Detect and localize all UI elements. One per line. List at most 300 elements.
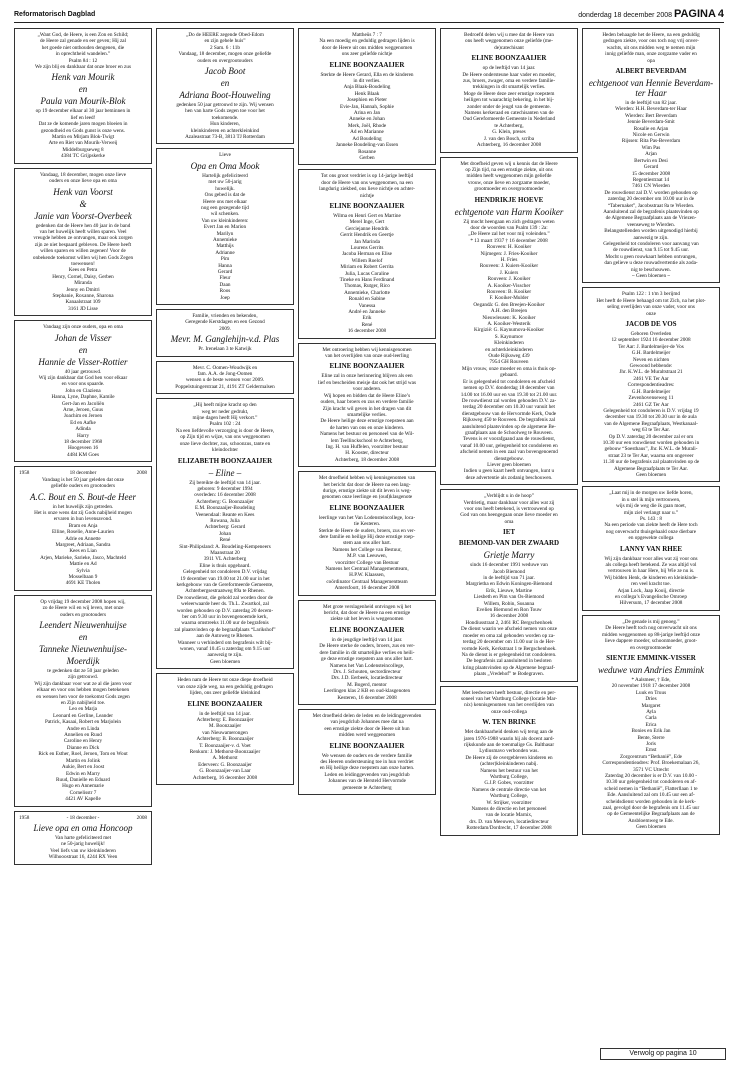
notice-text-line: Janneke Boudeling-van Essen — [335, 142, 399, 149]
header-year-start: 1958 — [19, 814, 30, 821]
notice-text-line: zaal, gevolgd door de begrafenis om 11.45 uur — [602, 805, 700, 812]
notice-col2-1 — [156, 28, 294, 144]
notice-text-line: Met droefheid delen de leden en de leidinggevenden — [312, 712, 422, 719]
notice-text-line: God van ons heengegaan onze lieve moeder en — [460, 512, 558, 519]
notice-text-line: nog een gezegende tijd — [201, 204, 249, 211]
notice-text-line: Achterbergsestraatweg 89a te Rhenen. — [185, 588, 265, 595]
notice-text-line: Op D.V. zaterdag 20 december zal er om — [608, 433, 694, 440]
notice-text-line: sinds 16 december 1991 weduwe van — [470, 562, 548, 569]
notice-col2-6 — [156, 673, 294, 785]
notice-text-line: toekomende. — [211, 114, 239, 121]
notice-text-line: Met droefheid hebben wij kennisgenomen van — [318, 475, 416, 482]
notice-col3-1 — [298, 28, 436, 165]
notice-text-line: Achterberg, 18 december 2008 — [334, 456, 400, 463]
notice-text-line: 2461 GZ Ter Aar — [633, 401, 669, 408]
notice-text-line: Amersfoort, 16 december 2008 — [334, 585, 400, 592]
notice-person-name: ELINE BOONZAAIJER — [329, 201, 405, 210]
notice-person-name: en — [220, 78, 230, 89]
notice-text-line: Hoogeveen 16 — [67, 445, 99, 452]
notice-text-line: „Want God, de Heere, is een Zon en Schild; — [37, 32, 129, 38]
notice-person-name: Henk van Voorst — [53, 186, 113, 197]
notice-text-line: Roos — [219, 288, 231, 295]
notice-text-line: aansluitend plaatsvinden op de algemene Be- — [462, 423, 556, 430]
notice-text-line: Pr. Irenelaan 3 te Katwijk — [198, 346, 252, 353]
notice-text-line: veenseweg te Wierden. — [627, 221, 675, 228]
notice-text-line: van de Algemene Begraafplaats, Westkanaal- — [604, 420, 698, 427]
notice-text-line: 20 november 1918 17 december 2008 — [611, 683, 691, 690]
notice-text-line: A. Methorst — [212, 755, 238, 762]
notice-text-line: op de leeftijd van 14 jaar. — [482, 65, 536, 72]
notice-text-line: in het huwelijk zijn getreden. — [52, 503, 114, 510]
notice-text-line: Jacob Biemond — [492, 568, 526, 575]
notice-text-line: soneel van het Wartburg College (locatie Mar- — [460, 695, 558, 702]
notice-text-line: vrouw, onze lieve en zorgzame moeder, — [467, 179, 551, 186]
notice-text-line: Arjan Lock, Jaap Kooij, directie — [617, 587, 685, 594]
column-4 — [440, 28, 578, 840]
notice-text-line: Rotterdam/Dordrecht, 17 december 2008 — [466, 825, 552, 832]
notice-text-line: op 19 december elkaar al 30 jaar beminnen in — [35, 108, 131, 115]
notice-person-name: weduwe van Andries Emmink — [597, 664, 705, 675]
notice-text-line: Adrie en Annette — [65, 535, 101, 542]
notice-text-line: ziekte uit het leven is weggenomen — [330, 616, 404, 623]
notice-text-line: Geen bloemen — [635, 471, 667, 478]
notice-text-line: Jennie Beverdam-Smit — [627, 119, 675, 126]
notice-text-line: Rosanne — [358, 148, 376, 155]
notice-text-line: van jeugdclub Johannes mee dat na — [330, 719, 404, 726]
notice-text-line: vanaf 10.00 uur, gelegenheid tot condoleren en — [460, 442, 558, 449]
notice-text-line: Merk, Joël, Rhode — [347, 122, 387, 129]
column-2 — [156, 28, 294, 789]
notice-text-line: de Heere zal genade en eer geven; Hij zal — [39, 38, 127, 45]
notice-text-line: Bram en Anja — [68, 522, 98, 529]
page-date-number — [578, 8, 724, 20]
notice-text-line: Aukie, Bert en Joost — [61, 764, 105, 771]
notice-text-line: Matthijs — [216, 243, 234, 250]
notice-col5-4 — [582, 615, 720, 835]
notice-text-line: Ede. Aansluitend zal om 10.45 uur een af- — [607, 792, 695, 799]
notice-text-line: Mattheüs 7 : 7 — [352, 32, 382, 38]
notice-text-line: Rijksweg 450 te Rouveen. De begrafenis zal — [462, 417, 556, 424]
notice-text-line: E.M. Boonzaaijer-Boudeling — [195, 505, 255, 512]
notice-text-line: Bonies en Erik Jan — [631, 728, 671, 735]
notice-text-line: vertrouwen in haar Here, bij Wie ze nu is. — [607, 568, 695, 575]
notice-text-line: Ruud, Danielle en Eduard — [56, 776, 110, 783]
notice-col1-5 — [14, 595, 152, 807]
notice-text-line: Met dankbaarheid denken wij terug aan de — [464, 729, 554, 736]
notice-text-line: ouders en grootouders — [59, 611, 107, 618]
notice-col3-6 — [298, 709, 436, 795]
notice-text-line: aan de Autoweg te Rhenen. — [196, 633, 254, 640]
notice-col4-4 — [440, 686, 578, 836]
notice-text-line: lijden, ons zeer geliefde kleinkind — [189, 690, 261, 697]
notice-text-line: Arte en Riet van Mourik-Verweij — [48, 140, 118, 147]
notice-text-line: waarna omstreeks 11.00 uur de begrafenis — [181, 620, 269, 627]
notice-text-line: Nicole en Gerwin — [632, 132, 670, 139]
notice-text-line: lief en leed! — [70, 114, 96, 121]
notice-text-line: Maanstraat 20 — [210, 549, 240, 556]
notice-person-name: HENDRIKJE HOEVE — [474, 195, 544, 204]
notice-col5-1 — [582, 28, 720, 283]
notice-text-line: G.J.P. Gobes, voorzitter — [484, 780, 534, 787]
notice-text-line: Veel liefs van uw kleinkinderen — [50, 847, 116, 854]
notice-text-line: 4421 AV Kapelle — [65, 796, 101, 803]
notice-text-line: Andre en Linda — [66, 725, 100, 732]
notice-text-line: De begrafenis zal aansluitend in besloten — [466, 658, 552, 665]
notice-text-line: dienstgebouw van de Hervormde Kerk, Oude — [461, 410, 557, 417]
notice-text-line: De rouwdienst, die gehold zal worden door de — [177, 594, 273, 601]
notice-text-line: 3911 VL Achterberg — [203, 556, 247, 563]
notice-person-name: en — [78, 84, 88, 95]
notice-text-line: en achterkleinkinderen — [485, 346, 533, 353]
notice-col1-4 — [14, 466, 152, 591]
notice-text-line: Evie-Jan, Hannah, Sophie — [340, 103, 394, 110]
notice-text-line: Heden behaagde het de Heere, na een geduldig — [602, 32, 700, 38]
notice-text-line: Van uw kleinkinderen: — [201, 217, 249, 224]
notice-text-line: Hilversum, 17 december 2008 — [619, 600, 683, 607]
notice-text-line: Wim Pas — [641, 144, 661, 151]
notice-text-line: Hartelijk gefeliciteerd — [202, 172, 248, 179]
continue-on-page-10[interactable]: Verwolg op pagina 10 — [600, 1048, 726, 1060]
notice-text-line: ons heeft weggenomen onze geliefde (me- — [464, 38, 553, 45]
notice-text-line: zaterdag 20 december om 10.00 uur in de — [607, 196, 695, 203]
notice-text-line: en Zijn nabijheid toe. — [60, 700, 106, 707]
notice-text-line: Kesteren, 16 december 2008 — [337, 694, 397, 701]
notice-text-line: Kanaalstraat 109 — [65, 299, 101, 306]
notice-text-line: Moge de Heere deze zeer ernstige roepstem — [463, 90, 555, 97]
notice-text-line: oma — [504, 518, 514, 525]
notice-text-line: 3161 JD Lisse — [68, 305, 98, 312]
notice-text-line: 18 december 1968 — [63, 439, 103, 446]
notice-text-line: wil schenken. — [210, 211, 240, 218]
notice-text-line: Kleinkinderen — [494, 340, 524, 347]
notice-text-line: op Zijn tijd en wijze, van ons weggenomen — [180, 434, 270, 441]
notice-text-line: Arjan — [645, 151, 657, 158]
notice-text-line: De Heere heeft toch nog onverwacht uit ons — [605, 625, 697, 632]
notice-text-line: plaats „Vredehof” te Bodegraven. — [474, 671, 544, 678]
notice-col5-3 — [582, 486, 720, 611]
notice-text-line: Vandaag is het 50 jaar geleden dat onze — [42, 476, 124, 483]
notice-text-line: genomen onze leerlinge en (oud)klasgenote — [321, 494, 413, 501]
notice-text-line: Zevenhovenseweg 11 — [628, 395, 674, 402]
notice-text-line: Vandaag, 18 december, mogen onze geliefde — [178, 51, 272, 58]
notice-text-line: Na een moedig en geduldig gedragen lijden is — [319, 38, 415, 45]
notice-person-name: Henk van Mourik — [51, 72, 115, 83]
masthead — [14, 8, 724, 23]
notice-text-line: Miranda — [74, 280, 92, 287]
notice-text-line: de)catechisant — [494, 44, 524, 51]
notice-text-line: lief en bescheiden meisje dat ook het strijd was — [318, 379, 416, 386]
paper-name: Reformatorisch Dagblad — [14, 11, 96, 18]
notice-text-line: dere familie en heilige Hij deze ernstige roep- — [319, 534, 415, 540]
notice-text-line: Caroline en Henry — [63, 738, 103, 745]
notice-text-line: Marilyn — [216, 230, 234, 237]
notice-text-line: december van 19.30 tot 20.30 uur in de aula — [605, 414, 697, 421]
notice-text-line: Lydiusmavo verbonden was. — [479, 748, 539, 755]
notice-person-name: W. TEN BRINKE — [482, 718, 536, 727]
notice-text-line: Achterberg: E. Boonzaaijer — [196, 716, 254, 723]
header-year-end: 2008 — [136, 814, 147, 821]
notice-text-line: zonder onder de jeugd van de gemeente. — [467, 103, 551, 110]
notice-text-line: Arne, Jeroen, Guus — [62, 407, 104, 414]
notice-text-line: Eline zal in onze herinnering blijven als een — [321, 373, 413, 380]
notice-text-line: aanwezig te zijn. — [207, 652, 243, 659]
notice-text-line: nichtje — [359, 192, 375, 199]
notice-text-line: Stephanie, Roxanne, Sharona — [52, 292, 114, 299]
notice-text-line: Ter Aar: J. Bardelmeijer-de Vos — [618, 343, 684, 350]
notice-text-line: Bedroefd delen wij u mee dat de Heere van — [464, 32, 554, 38]
notice-text-line: drs. D. van Meeuwen, locatiedirecteur — [469, 818, 549, 825]
notice-text-line: Patrick, Kasaai, Robert en Marjolein — [44, 719, 122, 726]
notice-col3-2 — [298, 169, 436, 338]
notice-text-line: H.P.W. Klaassen, — [349, 572, 385, 579]
notice-text-line: Rouveen: H. Kooiker — [486, 244, 532, 251]
notice-text-line: Leerlingen klas 2 KB en oud-klasgenoten — [323, 688, 411, 695]
notice-text-line: Bente, Sterre — [637, 734, 665, 741]
notice-col3-5 — [298, 600, 436, 705]
notice-text-line: 3571 VC Utrecht — [633, 766, 669, 773]
notice-person-name: JACOB DE VOS — [625, 320, 677, 329]
notice-person-name: Janie van Voorst-Overbeek — [34, 210, 132, 221]
notice-text-line: met uw 50-jarig — [208, 179, 242, 186]
notice-text-line: Psalm 102 : 24 — [209, 421, 241, 428]
notice-text-line: Martin en Mirjam Blok-Twigt — [51, 134, 115, 141]
notice-text-line: * 13 maart 1937 † 16 december 2008 — [470, 237, 548, 244]
notice-text-line: Na de dienst is er gelegenheid tot condoleren. — [461, 651, 557, 658]
notice-text-line: Luuk en Truus — [635, 689, 667, 696]
notice-person-name: en — [78, 632, 88, 642]
notice-text-line: Dries — [645, 696, 657, 703]
notice-text-line: Wanneer u verhinderd om begrafenis wilt bij- — [177, 639, 273, 646]
notice-text-line: G.H. Bardelmeijer — [631, 388, 671, 395]
notice-text-line: Correspondentieadres: — [627, 382, 675, 389]
notice-person-name: Leendert Nieuwenhuijse — [39, 620, 127, 630]
notice-text-line: te gedenken dat ze 50 jaar geleden — [47, 668, 119, 674]
notice-text-line: J. Kuiers — [499, 269, 519, 276]
notice-text-line: Indien u geen kaart heeft ontvangen, kunt u — [463, 468, 555, 475]
notice-text-line: en Hij heilige deze roepstem aan onze harten. — [319, 765, 415, 772]
notice-text-line: René — [219, 537, 231, 544]
notice-col3-3 — [298, 343, 436, 468]
notice-text-line: Ps. 143 : 8 — [640, 516, 662, 522]
notice-text-line: Achterberg, 16 december 2008 — [192, 774, 258, 781]
notice-text-line: Julia, Lucas Coraline — [345, 270, 389, 277]
notice-text-line: S. Kaynumov — [494, 333, 524, 340]
notice-text-line: Ad Boudeling — [352, 135, 382, 142]
notice-text-line: lem Teellinckschool te Achterberg, — [330, 437, 404, 444]
notice-text-line: afscheid nemen in een zaal van bovengenoemd — [460, 449, 558, 456]
notice-person-name: A.C. Bout en S. Bout-de Heer — [30, 491, 136, 502]
notice-text-line: Ons gebed is dat de — [204, 192, 246, 199]
notice-text-line: Arjen, Marieke, Sarieke, Jasco, Machteld — [40, 554, 126, 561]
notice-text-line: zo de Heere wil en wij leven, met onze — [42, 605, 124, 612]
notice-text-line: Rick en Esther, Roel, Jeroen, Tom en Wout — [38, 751, 128, 758]
notice-text-line: 40 jaar getrouwd. — [64, 368, 102, 375]
notice-text-line: Nieuwleusen: K. Kooiker — [482, 314, 536, 321]
notice-text-line: nix) kennisgenomen van het overlijden van — [464, 702, 554, 709]
notice-text-line: Erik — [362, 315, 372, 322]
notice-text-line: Leonard en Gerline, Leander — [53, 712, 113, 719]
notice-text-line: terdag 20 december om 11.00 uur in de Her- — [462, 639, 556, 646]
notice-person-name: ELINE BOONZAAIJER — [329, 362, 405, 371]
notice-text-line: voor ons heeft betekend, is vertrouwend op — [464, 506, 554, 512]
notice-text-line: voor anderen. — [352, 386, 382, 393]
notice-text-line: Dat ze de komende jaren mogen bloeien in — [38, 121, 128, 128]
notice-text-line: Lieve — [219, 152, 231, 159]
notice-text-line: Drs. J.D. Eerbeek, locatiedirecteur — [331, 675, 403, 682]
notice-text-line: G.H. Bardelmeijer — [631, 350, 671, 357]
notice-text-line: Van harte gefeliciteerd met — [54, 834, 112, 841]
notice-text-line: langdurig ziekbed, ons lieve nichtje en achter- — [319, 186, 415, 193]
notice-text-line: wijs mij de weg die ik gaan moet, — [615, 503, 687, 510]
notice-text-line: Hondiusstraat 2, 2461 RC Bergschenhoek — [465, 619, 553, 626]
notice-text-line: te Achterberg, — [494, 122, 524, 129]
notice-text-line: van de locatie Marnix, — [485, 812, 533, 819]
notice-text-line: Gerard — [217, 268, 233, 275]
notice-text-line: „Do de HEERE zegende Obed-Edom — [186, 32, 264, 38]
notice-person-name: Opa en Oma Mook — [190, 160, 260, 171]
column-5 — [582, 28, 720, 839]
notice-text-line: F. Kooiker-Mulder — [489, 295, 529, 302]
notice-text-line: Achterberg, 16 december 2008 — [476, 142, 542, 149]
notice-text-line: Mocht u geen rouwkaart hebben ontvangen, — [605, 253, 697, 260]
notice-text-line: 10.30 uur gelegenheid tot condoleren en af- — [605, 779, 697, 786]
notice-col3-4 — [298, 471, 436, 596]
notice-col2-4 — [156, 361, 294, 395]
notice-text-line: en wensen hen voor de toekomst Gods zegen — [36, 693, 130, 700]
notice-text-line: M. Boonzaaijer — [208, 723, 242, 730]
notice-text-line: Margaret — [641, 702, 661, 709]
notice-text-line: Gerrit Hendrik en Geertje — [340, 232, 394, 239]
notice-text-line: Willem, Robin, Susanna — [483, 600, 535, 607]
notice-text-line: ons zeer geliefde nichtje — [341, 51, 393, 58]
notice-person-name: ELINE BOONZAAIJER — [329, 741, 405, 750]
notice-text-line: Wierden: Bert Beverdam — [625, 112, 677, 119]
notice-text-line: 15 december 2008 — [631, 170, 671, 177]
notice-text-line: Gerciejanne Hendrik — [345, 225, 389, 232]
notice-text-line: midden werd weggenomen — [338, 732, 396, 739]
notice-text-line: Thomas, Rutger, Rico — [344, 283, 390, 290]
header-year-start: 1958 — [19, 470, 30, 477]
notice-text-line: Jenny en Dmitri — [66, 286, 100, 293]
notice-text-line: huwelijk. — [215, 185, 235, 192]
notice-person-name: echtgenote van Harm Kooiker — [454, 206, 564, 217]
notice-text-line: Mevr. C. Oomen-Woudwijk en — [192, 364, 258, 371]
notice-text-line: 2009. — [219, 325, 231, 332]
notice-text-line: 16 december 2008 — [347, 328, 387, 335]
notice-text-line: (achter)kleinkinderen nabij. — [480, 761, 538, 768]
notice-text-line: voorzitter College van Bestuur — [335, 559, 399, 566]
notice-text-line: en zijn gehele huis” — [204, 38, 246, 45]
notice-text-line: Namens kerkeraad en catechisanten van de — [464, 110, 554, 117]
notice-text-line: Anneke en Johan — [349, 116, 385, 123]
notice-text-line: wachts, uit ons midden weg te nemen mijn — [606, 44, 696, 51]
notice-text-line: „De Heere zal het voor mij voleinden.” — [468, 231, 550, 238]
notice-person-name: Paula van Mourik-Blok — [40, 96, 126, 107]
notice-text-line: scheidsdienst worden gehouden in de kerk- — [606, 798, 696, 805]
notice-text-line: toewensen! — [71, 260, 95, 267]
notice-text-line: gedenken 50 jaar getrouwd te zijn. Wij wensen — [176, 102, 274, 109]
notice-text-line: door de woorden van Psalm 139 : 2a: — [470, 224, 548, 231]
notice-text-line: Annelien en Ruud — [64, 732, 102, 739]
notice-text-line: stem aan ons aller hart. — [343, 540, 391, 547]
notice-text-line: „Verblijdt u in de hoop” — [484, 493, 534, 500]
notice-text-line: De Heere zij de overgebleven kinderen en — [465, 754, 553, 761]
notice-text-line: onze oud-collega — [491, 708, 527, 715]
notice-text-line: wonen, vanaf 10.45 u zaterdag om 9.15 uur — [179, 646, 271, 653]
notice-text-line: Wij zijn dankbaar voor alles wat zij voor ons — [604, 555, 698, 562]
notice-text-line: René — [361, 321, 373, 328]
notice-text-line: durige, ernstige ziekte uit dit leven is weg- — [322, 487, 412, 494]
notice-text-line: Wij zijn dankbaar dat God hen voor elkaar — [38, 375, 128, 381]
notice-person-name: ELINE BOONZAAIJER — [471, 54, 547, 63]
notice-person-name: ELINE BOONZAAIJER — [329, 60, 405, 69]
notice-text-line: Anja Blaak-Boudeling — [343, 84, 391, 91]
notice-text-line: aanwezig te zijn. — [633, 234, 669, 241]
notice-col2-5 — [156, 398, 294, 669]
notice-text-line: Zijn kracht wil geven in het dragen van dit — [322, 405, 412, 412]
notice-text-line: in oprechtheid wandelen.” — [55, 51, 111, 58]
notice-text-line: Lourens Gerrits — [350, 244, 384, 251]
notice-text-line: Rouveen: B. Kooiker — [486, 289, 532, 295]
notice-person-name: ELINE BOONZAAIJER — [329, 625, 405, 634]
notice-text-line: de rouwdienst, van 9.15 tot 9.45 uur. — [612, 247, 690, 254]
notice-text-line: Margrietha en Edwin Koningen-Biemond — [465, 581, 553, 588]
notice-text-line: in de leeftijd van 82 jaar. — [625, 100, 677, 107]
notice-text-line: dienstgebouw. — [494, 455, 524, 462]
notice-text-line: Renkum: J. Methorst-Boonzaaijer — [189, 748, 261, 755]
notice-text-line: Wilma en Henri Gert en Martine — [333, 212, 401, 219]
notice-text-line: het goede niet onthouden dengenen, die — [41, 44, 125, 51]
notice-text-line: Veenendaal: Reante en Kees — [195, 511, 255, 518]
notice-text-line: als collega heeft betekend. Ze was altijd vol — [605, 562, 697, 569]
notice-text-line: Vandaag zijn onze ouders, opa en oma — [43, 324, 123, 331]
notice-text-line: onze — [646, 310, 656, 317]
notice-text-line: Joep — [220, 294, 230, 301]
notice-person-name: Grietje Marry — [483, 550, 535, 561]
notice-text-line: zal plaatsvinden op de begraafplaats “Larikshof” — [174, 626, 276, 633]
notice-text-line: Hanna, Lyne, Daphne, Kamile — [51, 394, 115, 401]
notice-text-line: Azaleastraat 73-B, 3813 TJ Rotterdam — [185, 134, 265, 141]
notice-text-line: Hun kinderen, — [210, 121, 240, 128]
notice-text-line: weg 63 te Ter Aar. — [631, 427, 670, 434]
notice-text-line: graafplaats aan de Schoolweg te Rouveen. — [465, 429, 553, 436]
notice-text-line: De rouwdienst zal worden gehouden D.V. za- — [461, 397, 557, 404]
notice-text-line: onbekende toekomst willen wij hen Gods Zegen — [32, 254, 134, 261]
notice-text-line: Op vrijdag 19 december 2008 hopen wij, — [40, 598, 126, 605]
notice-text-line: 11.30 uur de begrafenis zal plaatsvinden op de — [602, 459, 700, 466]
notice-text-line: tie Kesteren. — [353, 521, 381, 528]
notice-text-line: en voor ons spaarde. — [61, 381, 105, 388]
notice-text-line: gemeente te Achterberg — [342, 784, 392, 791]
notice-text-line: Eline is thuis opgebaard. — [199, 562, 251, 569]
notice-text-line: 4384 TC Grijpskerke — [61, 153, 105, 160]
notice-person-name: LANNY VAN RHEE — [619, 544, 683, 553]
notice-text-line: Vandaag, 18 december, mogen onze lieve — [39, 171, 127, 178]
notice-person-name: ELINE BOONZAAIJER — [187, 699, 263, 708]
notice-text-line: Oegandà: G. den Breejen-Kooiker — [473, 301, 545, 308]
notice-text-line: gebouw “Soesthaus”, Jhr. K.W.L. de Murali- — [604, 446, 698, 453]
notice-col4-3 — [440, 489, 578, 681]
notice-person-name: ALBERT BEVERDAM — [615, 67, 687, 76]
notice-text-line: Met droefheid geven wij u kennis dat de Heere — [460, 160, 558, 167]
notice-person-name: – Eline – — [208, 467, 242, 478]
notice-text-line: lieve dappere moeder, schoonmoeder, groot- — [604, 638, 698, 645]
notice-text-line: * Aalsmeer, † Ede, — [631, 676, 671, 683]
notice-text-line: Daan — [219, 281, 231, 288]
notice-text-line: Tot ons groot verdriet is op 14-jarige leeftijd — [320, 173, 414, 180]
notice-text-line: een ernstige ziekte door de Heere uit hun — [324, 725, 410, 732]
notice-text-line: Gelegenheid tot condoleren is D.V. vrijdag 19 — [603, 407, 699, 414]
